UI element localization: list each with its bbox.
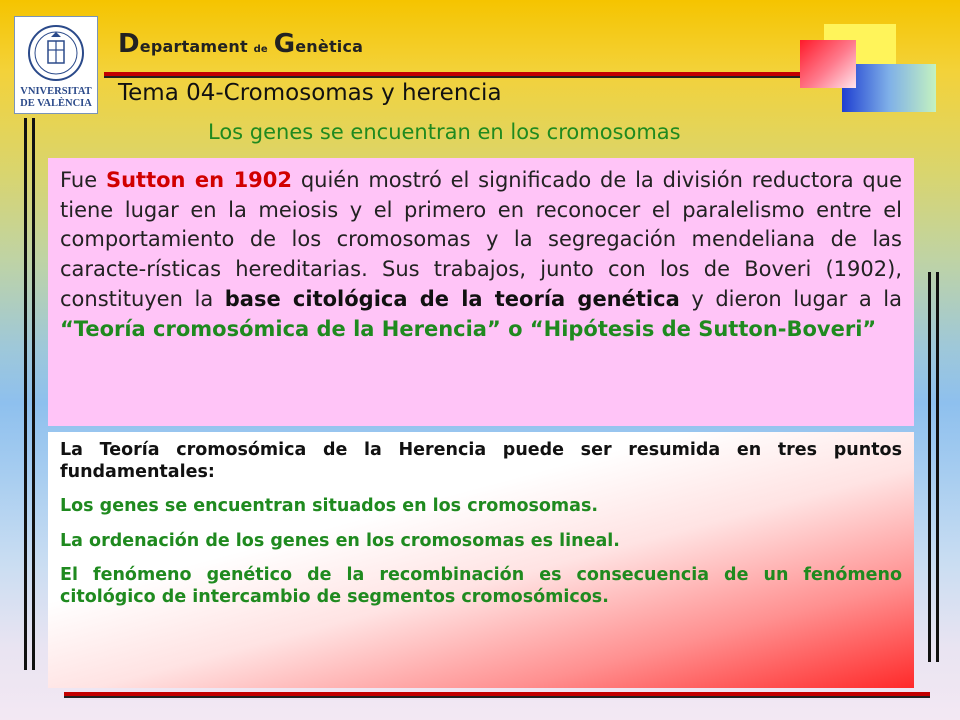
- summary-point-3: El fenómeno genético de la recombinación es consecuencia de un fenómeno citológico de intercambio de segmentos cromosómicos.: [60, 565, 902, 607]
- svg-text:DE VALÈNCIA: DE VALÈNCIA: [20, 98, 92, 109]
- theory-summary-box: [48, 432, 914, 688]
- sutton-highlight: Sutton en 1902: [105, 168, 293, 192]
- summary-point-2: La ordenación de los genes en los cromosomas es lineal.: [60, 530, 620, 551]
- university-logo: [14, 16, 98, 114]
- paragraph-text: Fue: [60, 168, 106, 192]
- left-vertical-bar-inner: [32, 118, 35, 670]
- paragraph-text: y dieron lugar a la: [679, 286, 902, 311]
- paragraph-text: quién mostró el significado de la división reductora que tiene lugar en la meiosis y el primero en reconocer el paralelismo entre el comportamiento de los cromosomas y la segregación mendeliana de las caracte-rísticas hereditarias. Sus trabajos, junto con los de Boveri (1902), constituyen la: [60, 168, 902, 311]
- teoria-cromosomica-highlight: “Teoría cromosómica de la Herencia” o “Hipótesis de Sutton-Boveri”: [60, 316, 877, 341]
- right-vertical-bar-inner: [928, 272, 931, 662]
- summary-point-1: Los genes se encuentran situados en los cromosomas.: [60, 496, 599, 517]
- university-seal-icon: [15, 17, 97, 113]
- sutton-paragraph-box: [48, 158, 914, 426]
- svg-text:VNIVERSITAT: VNIVERSITAT: [20, 86, 92, 97]
- decorative-blue-square: [842, 64, 936, 112]
- decorative-red-square: [800, 40, 856, 88]
- department-name: Departament de Genètica: [118, 29, 364, 59]
- footer-divider-black: [64, 696, 930, 698]
- slide-subtitle: Los genes se encuentran en los cromosomas: [208, 120, 681, 144]
- topic-title: Tema 04-Cromosomas y herencia: [118, 80, 502, 106]
- right-vertical-bar-outer: [936, 272, 939, 662]
- base-citologica-highlight: base citológica de la teoría genética: [224, 286, 680, 311]
- summary-intro: La Teoría cromosómica de la Herencia puede ser resumida en tres puntos fundamentales:: [60, 440, 902, 482]
- header-divider-black: [104, 76, 840, 78]
- left-vertical-bar-outer: [24, 118, 27, 670]
